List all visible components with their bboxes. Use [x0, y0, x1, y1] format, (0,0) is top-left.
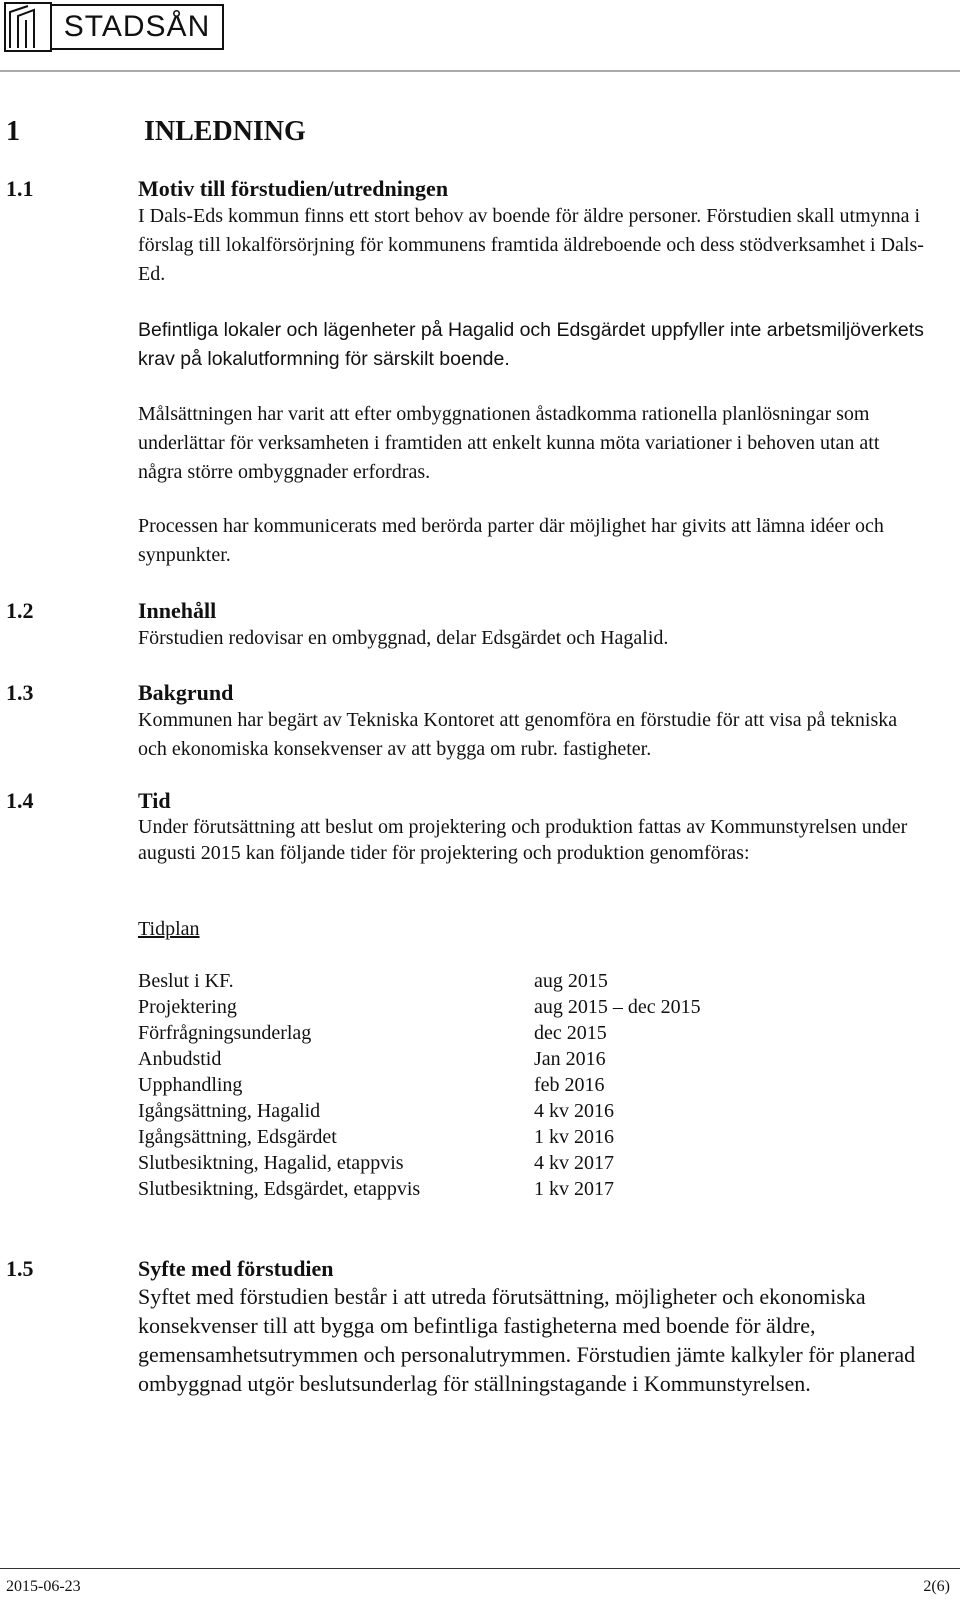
schedule-date: dec 2015: [534, 1022, 607, 1044]
chapter-title: INLEDNING: [144, 116, 306, 147]
paragraph: Kommunen har begärt av Tekniska Kontoret att genomföra en förstudie för att visa på tekniska och ekonomiska konsekvenser av att bygga om rubr. fastigheter.: [138, 709, 898, 760]
schedule-date: aug 2015: [534, 970, 608, 992]
schedule-item: Slutbesiktning, Edsgärdet, etappvis: [138, 1178, 421, 1200]
footer-divider: [0, 1568, 960, 1569]
paragraph: Under förutsättning att beslut om projektering och produktion fattas av Kommunstyrelsen under augusti 2015 kan följande tider för projektering och produktion genomföras:: [138, 816, 908, 864]
header-divider: [0, 70, 960, 72]
chapter-number: 1: [6, 116, 20, 147]
paragraph: Processen har kommunicerats med berörda parter där möjlighet har givits att lämna idéer och synpunkter.: [138, 515, 884, 566]
schedule-date: Jan 2016: [534, 1048, 606, 1070]
schedule-date: 4 kv 2017: [534, 1152, 614, 1174]
paragraph: Förstudien redovisar en ombyggnad, delar Edsgärdet och Hagalid.: [138, 627, 669, 649]
schedule-item: Projektering: [138, 996, 237, 1018]
schedule-item: Igångsättning, Hagalid: [138, 1100, 321, 1122]
logo-mark-icon: [4, 2, 52, 52]
logo-wordmark: STADSÅN: [50, 4, 224, 50]
section-number: 1.3: [6, 680, 34, 705]
section-title: Syfte med förstudien: [138, 1256, 334, 1281]
section-number: 1.5: [6, 1256, 34, 1281]
schedule-item: Förfrågningsunderlag: [138, 1022, 312, 1044]
schedule-item: Upphandling: [138, 1074, 243, 1096]
footer-date: 2015-06-23: [6, 1578, 81, 1595]
section-number: 1.1: [6, 176, 34, 201]
schedule-item: Beslut i KF.: [138, 970, 234, 992]
schedule-date: 1 kv 2016: [534, 1126, 614, 1148]
page-number: 2(6): [923, 1578, 950, 1595]
paragraph: Syftet med förstudien består i att utreda förutsättning, möjligheter och ekonomiska konsekvenser till att bygga om befintliga fastigheterna med boende för äldre, gemensamhetsutrymmen och personalutrymmen. Förstudien jämte kalkyler för planerad ombyggnad utgör beslutsunderlag för ställningstagande i Kommunstyrelsen.: [138, 1284, 916, 1396]
section-title: Motiv till förstudien/utredningen: [138, 176, 449, 201]
section-title: Innehåll: [138, 598, 217, 623]
section-number: 1.4: [6, 788, 34, 813]
section-title: Bakgrund: [138, 680, 234, 705]
schedule-date: 1 kv 2017: [534, 1178, 614, 1200]
schedule-item: Anbudstid: [138, 1048, 222, 1070]
tidplan-heading: Tidplan: [138, 918, 200, 940]
section-number: 1.2: [6, 598, 34, 623]
paragraph: I Dals-Eds kommun finns ett stort behov av boende för äldre personer. Förstudien skall utmynna i förslag till lokalförsörjning för kommunens framtida äldreboende och dess stödverksamhet i Dals-Ed.: [138, 205, 924, 285]
schedule-date: aug 2015 – dec 2015: [534, 996, 701, 1018]
schedule-item: Igångsättning, Edsgärdet: [138, 1126, 337, 1148]
paragraph: Befintliga lokaler och lägenheter på Hagalid och Edsgärdet uppfyller inte arbetsmiljöverkets krav på lokalutformning för särskilt boende.: [138, 319, 924, 370]
section-title: Tid: [138, 788, 171, 813]
schedule-item: Slutbesiktning, Hagalid, etappvis: [138, 1152, 404, 1174]
schedule-date: feb 2016: [534, 1074, 605, 1096]
paragraph: Målsättningen har varit att efter ombyggnationen åstadkomma rationella planlösningar som underlättar för verksamheten i framtiden att enkelt kunna möta variationer i behoven utan att några större ombyggnader erfordras.: [138, 403, 880, 483]
schedule-date: 4 kv 2016: [534, 1100, 614, 1122]
